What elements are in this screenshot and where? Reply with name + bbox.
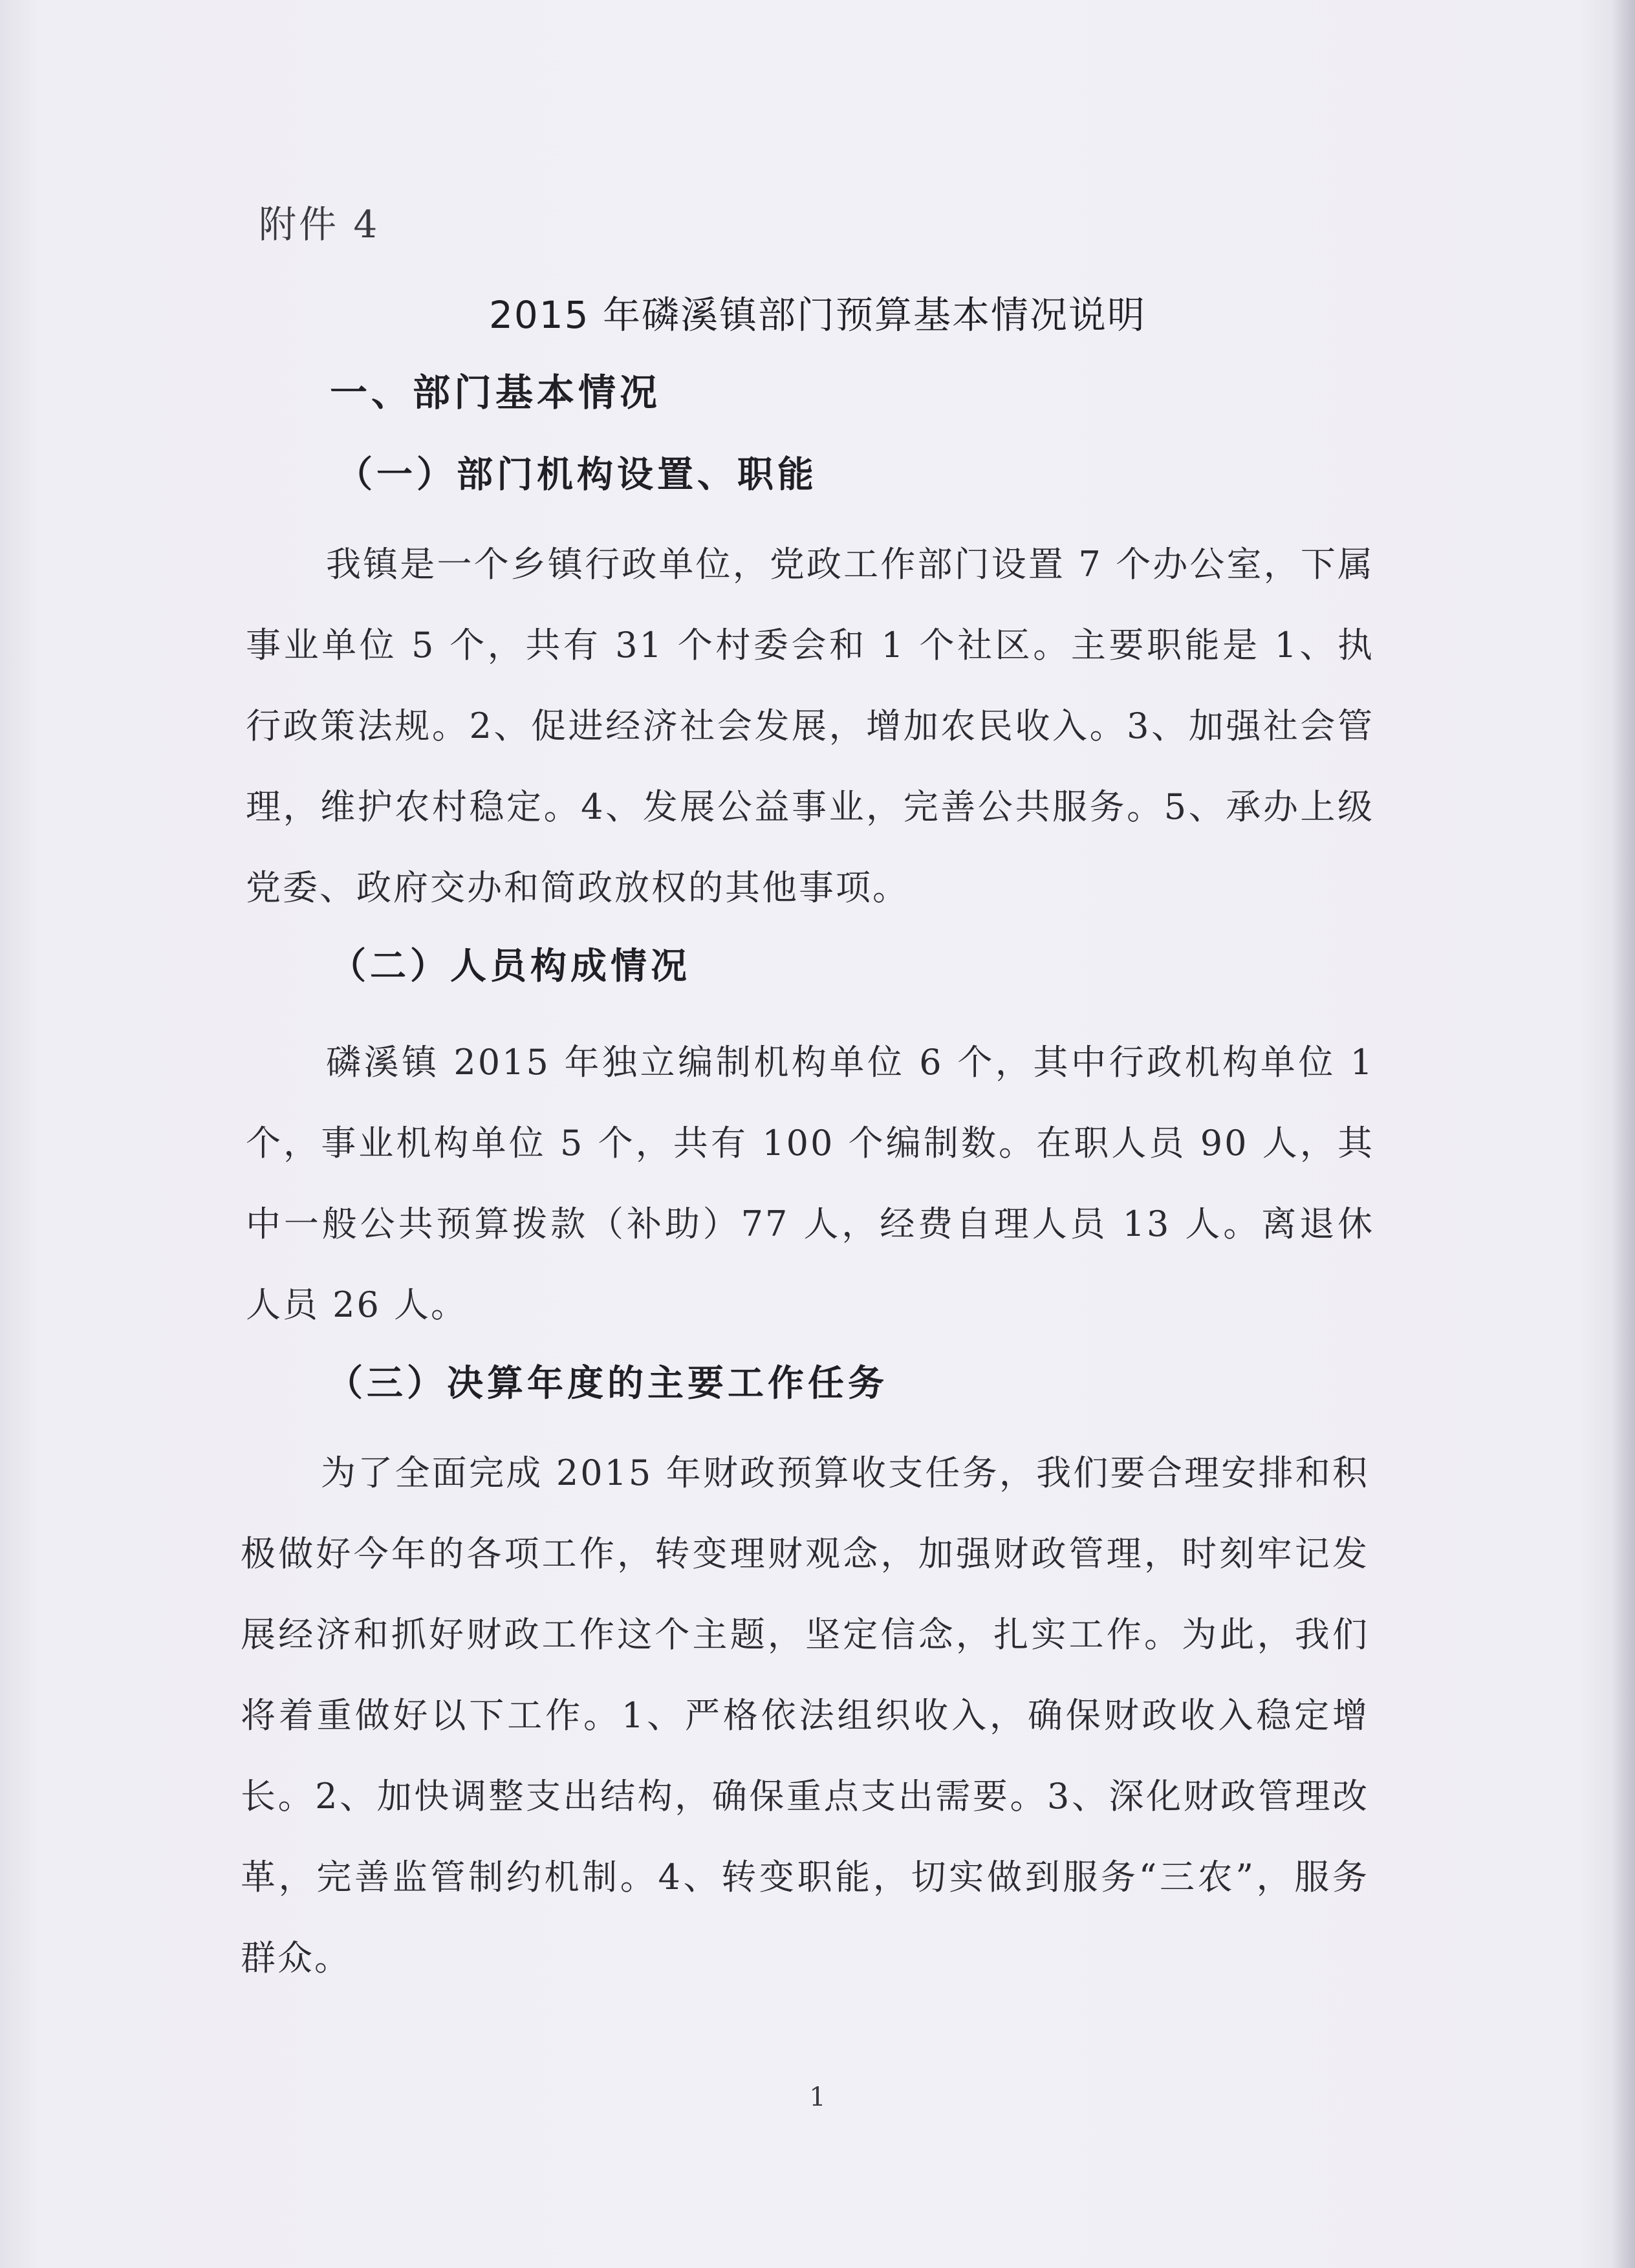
paragraph-organization: 我镇是一个乡镇行政单位，党政工作部门设置 7 个办公室，下属事业单位 5 个，共有 31 个村委会和 1 个社区。主要职能是 1、执行政策法规。2、促进经济社会发展，增加农民收入。3、加强社会管理，维护农村稳定。4、发展公益事业，完善公共服务。5、承办上级党委、政府交办和简政放权的其他事项。 [246, 544, 1374, 908]
paragraph-staff: 磷溪镇 2015 年独立编制机构单位 6 个，其中行政机构单位 1 个，事业机构单位 5 个，共有 100 个编制数。在职人员 90 人，其中一般公共预算拨款（补助）77 人，经费自理人员 13 人。离退休人员 26 人。 [246, 1042, 1374, 1325]
subheading-staff: （二）人员构成情况 [330, 945, 691, 988]
section-heading-basic-info: 一、部门基本情况 [330, 371, 662, 415]
subheading-tasks: （三）决算年度的主要工作任务 [327, 1363, 888, 1405]
subheading-organization: （一）部门机构设置、职能 [336, 454, 817, 496]
attachment-label: 附件 4 [259, 202, 380, 246]
page-edge-shadow [1612, 0, 1635, 2268]
paragraph-tasks: 为了全面完成 2015 年财政预算收支任务，我们要合理安排和积极做好今年的各项工作，转变理财观念，加强财政管理，时刻牢记发展经济和抓好财政工作这个主题，坚定信念，扎实工作。为此，我们将着重做好以下工作。1、严格依法组织收入，确保财政收入稳定增长。2、加快调整支出结构，确保重点支出需要。3、深化财政管理改革，完善监管制约机制。4、转变职能，切实做到服务“三农”，服务群众。 [241, 1453, 1369, 1978]
page-number: 1 [809, 2082, 826, 2112]
document-title: 2015 年磷溪镇部门预算基本情况说明 [488, 293, 1147, 337]
